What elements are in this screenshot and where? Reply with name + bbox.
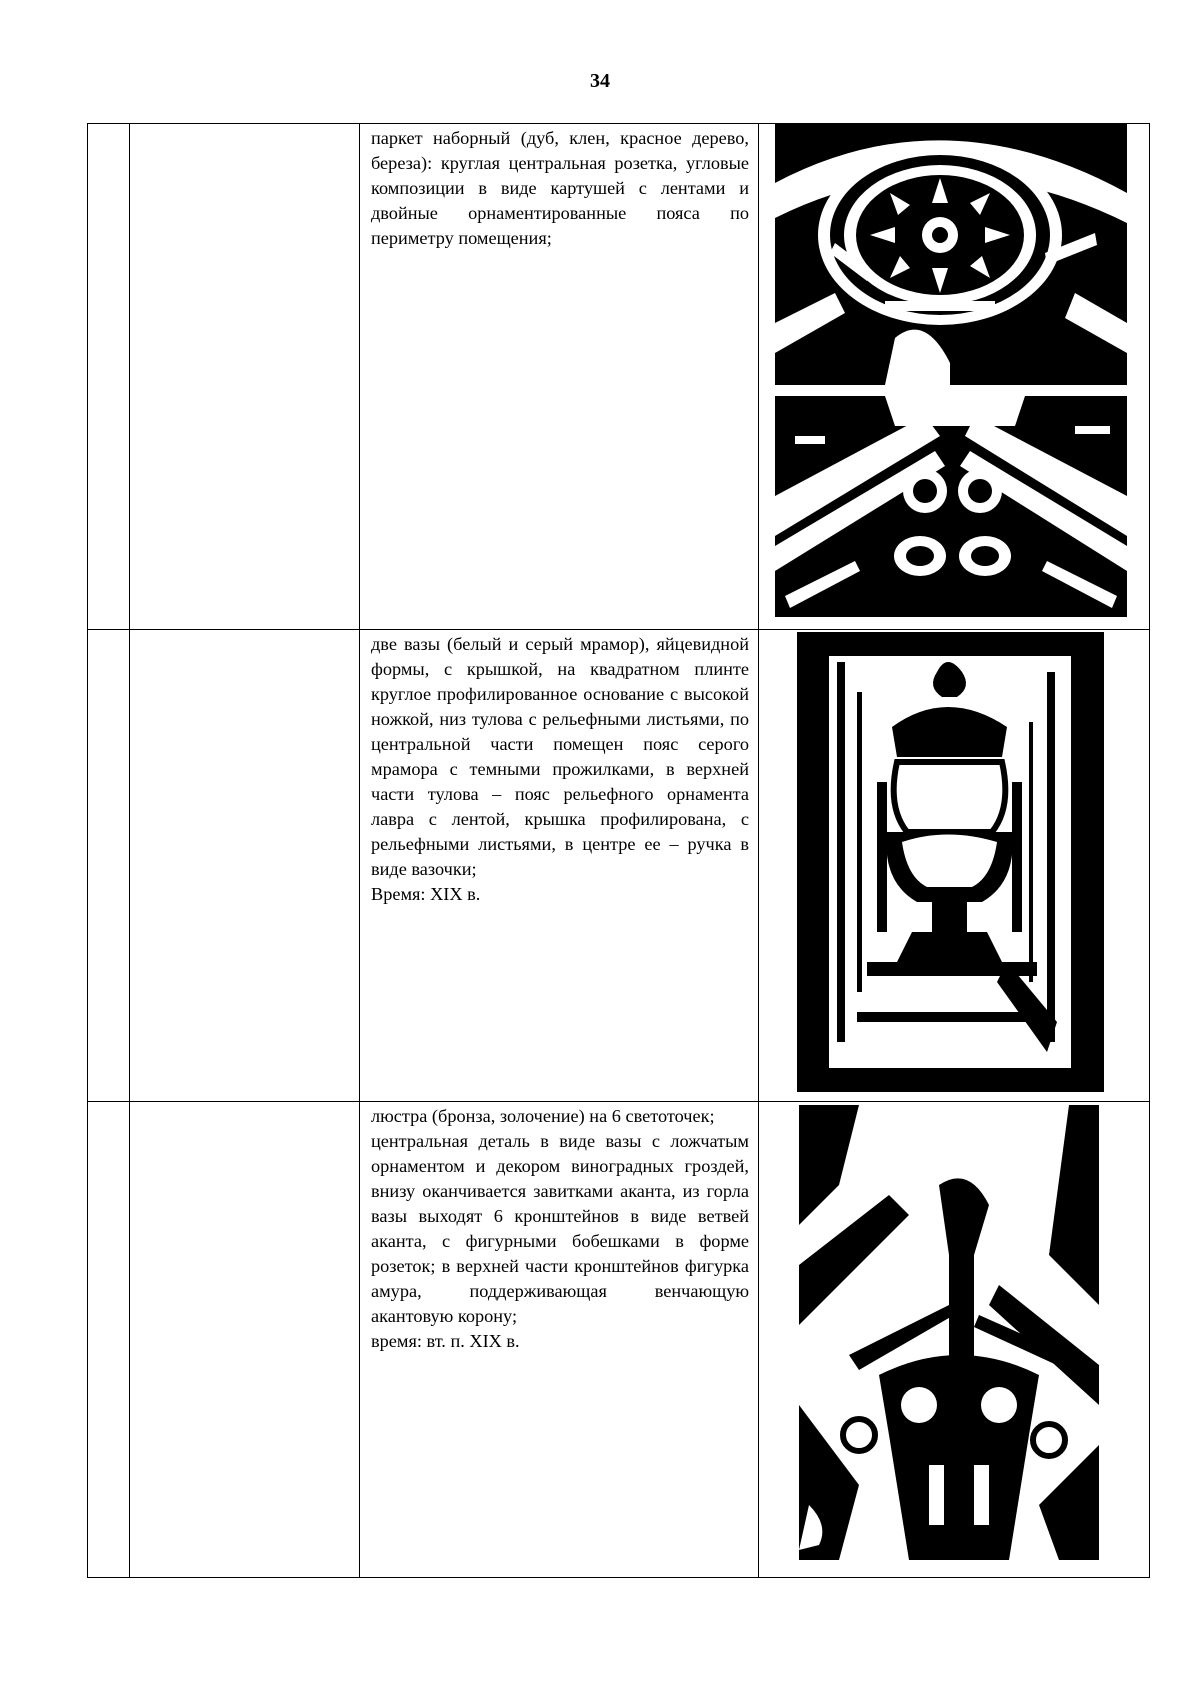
- description-cell: [360, 630, 759, 1102]
- name-cell: [130, 1102, 360, 1578]
- table-row: [88, 630, 1150, 1102]
- description-text: центральная деталь в виде вазы с ложчатым орнаментом и декором виноградных гроздей, внизу оканчивается завитками аканта, из горла вазы выходят 6 кронштейнов в виде ветвей аканта, с фигурными бобешками в форме розеток; в верхней части кронштейнов фигурка амура, поддерживающая венчающую акантовую корону;: [371, 1131, 749, 1326]
- parquet-corner-photo: [775, 396, 1127, 617]
- description-text: паркет наборный (дуб, клен, красное дерево, береза): круглая центральная розетка, угловые композиции в виде картушей с лентами и двойные орнаментированные пояса по периметру помещения;: [371, 128, 749, 248]
- date-text: время: вт. п. XIX в.: [371, 1331, 520, 1351]
- marble-vase-photo: [797, 632, 1104, 1092]
- date-text: Время: XIX в.: [371, 884, 481, 904]
- description-text: люстра (бронза, золочение) на 6 светоточек;: [371, 1106, 715, 1126]
- table-row: [88, 124, 1150, 630]
- number-cell: [88, 1102, 130, 1578]
- page-number: 34: [590, 70, 610, 92]
- table-row: [88, 1102, 1150, 1578]
- photo-cell: [759, 630, 1150, 1102]
- photo-cell: [759, 124, 1150, 630]
- description-cell: [360, 124, 759, 630]
- description-text: две вазы (белый и серый мрамор), яйцевидной формы, с крышкой, на квадратном плинте круглое профилированное основание с высокой ножкой, низ тулова с рельефными листьями, по центральной части помещен пояс серого мрамора с темными прожилками, в верхней части тулова – пояс рельефного орнамента лавра с лентой, крышка профилирована, с рельефными листьями, в центре ее – ручка в виде вазочки;: [371, 634, 749, 879]
- chandelier-photo: [799, 1105, 1099, 1560]
- description-cell: [360, 1102, 759, 1578]
- name-cell: [130, 124, 360, 630]
- inventory-table: [87, 123, 1150, 1578]
- photo-cell: [759, 1102, 1150, 1578]
- number-cell: [88, 630, 130, 1102]
- number-cell: [88, 124, 130, 630]
- name-cell: [130, 630, 360, 1102]
- parquet-rosette-photo: [775, 123, 1127, 385]
